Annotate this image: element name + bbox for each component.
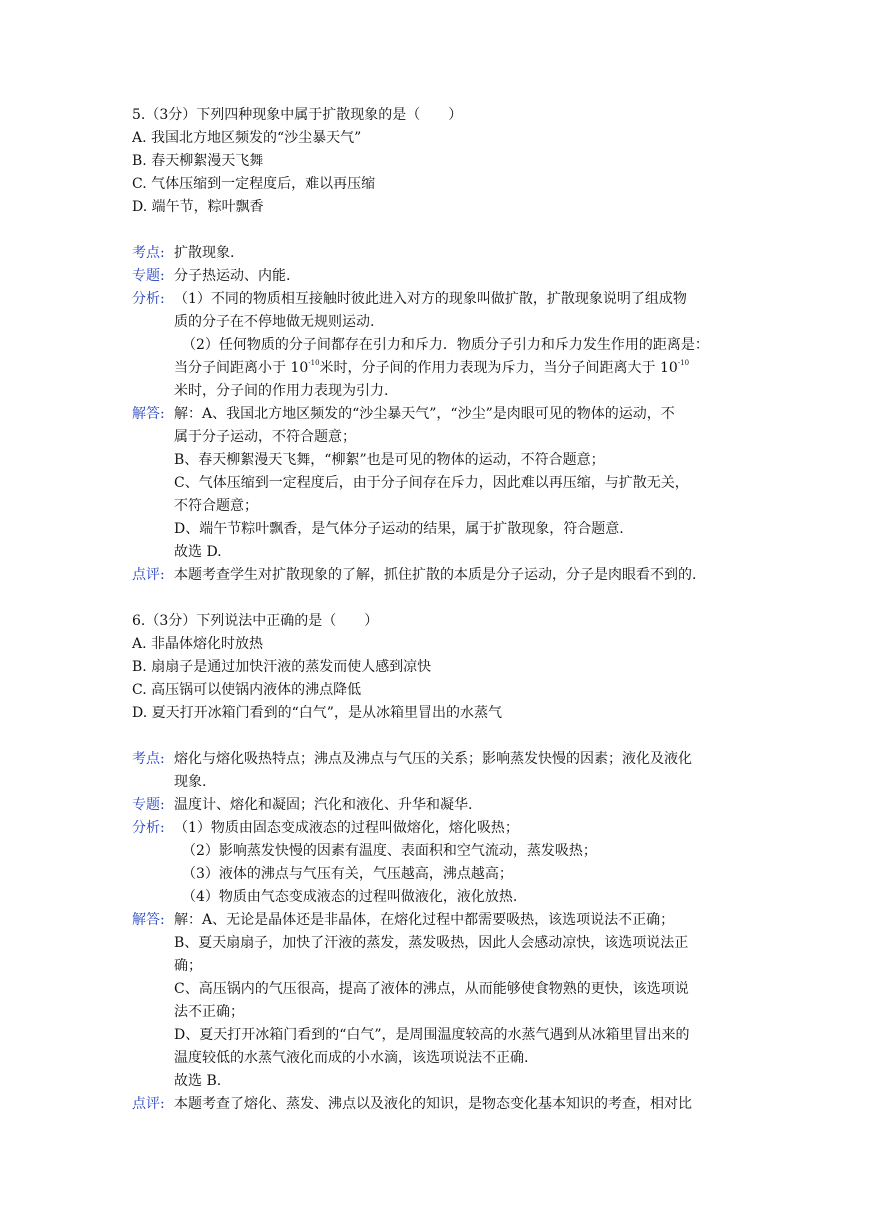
q6-option-d: D. 夏天打开冰箱门看到的“白气”，是从冰箱里冒出的水蒸气 [132,705,502,721]
kaodian-label: 考点: [132,245,165,261]
q5-jieda-line: C、气体压缩到一定程度后，由于分子间存在斥力，因此难以再压缩，与扩散无关， [174,475,689,491]
q6-fenxi-section [132,817,742,909]
q5-kaodian-text: 扩散现象. [174,245,235,261]
q5-option-a: A. 我国北方地区频发的“沙尘暴天气” [132,130,362,146]
q5-fenxi-text: 当分子间距离小于 10 [174,360,309,376]
q6-fenxi-line: （1）物质由固态变成液态的过程叫做熔化，熔化吸热； [174,820,519,836]
q5-jieda-line: 解：A、我国北方地区频发的“沙尘暴天气”，“沙尘”是肉眼可见的物体的运动，不 [174,406,675,422]
q5-fenxi-line: （1）不同的物质相互接触时彼此进入对方的现象叫做扩散，扩散现象说明了组成物 [174,291,687,307]
fenxi-label: 分析: [132,291,165,307]
q6-dianping-text: 本题考查了熔化、蒸发、沸点以及液化的知识，是物态变化基本知识的考查，相对比 [174,1096,692,1112]
q6-jieda-line: 故选 B. [174,1073,222,1089]
q6-jieda-line: C、高压锅内的气压很高，提高了液体的沸点，从而能够使食物熟的更快，该选项说 [174,981,689,997]
q6-jieda-line: D、夏天打开冰箱门看到的“白气”，是周围温度较高的水蒸气遇到从冰箱里冒出来的 [174,1027,690,1043]
q5-dianping-text: 本题考查学生对扩散现象的了解，抓住扩散的本质是分子运动，分子是肉眼看不到的. [174,567,697,583]
q5-option-c: C. 气体压缩到一定程度后，难以再压缩 [132,176,376,192]
q5-fenxi-line: （2）任何物质的分子间都存在引力和斥力．物质分子引力和斥力发生作用的距离是： [182,337,709,353]
kaodian-label: 考点: [132,751,165,767]
fenxi-label: 分析: [132,820,165,836]
q5-jieda-line: B、春天柳絮漫天飞舞，“柳絮”也是可见的物体的运动，不符合题意； [174,452,605,468]
q6-jieda-line: 确； [174,958,202,974]
exponent: -10 [677,359,690,367]
q5-kaodian-section [132,242,742,265]
q6-dianping-section [132,1093,742,1116]
question-6-stem: 6.（3分）下列说法中正确的是（ ） [132,613,379,629]
dianping-label: 点评: [132,567,165,583]
q6-fenxi-line: （4）物质由气态变成液态的过程叫做液化，液化放热. [182,889,518,905]
q6-zhuanti-section [132,794,742,817]
q5-zhuanti-section [132,265,742,288]
q5-option-d: D. 端午节，粽叶飘香 [132,199,264,215]
q5-dianping-section [132,564,742,587]
document-content [132,104,742,1116]
q6-option-c: C. 高压锅可以使锅内液体的沸点降低 [132,682,362,698]
question-5-stem: 5.（3分）下列四种现象中属于扩散现象的是（ ） [132,107,463,123]
q6-zhuanti-text: 温度计、熔化和凝固；汽化和液化、升华和凝华. [174,797,473,813]
q6-jieda-section [132,909,742,1093]
q6-kaodian-line: 熔化与熔化吸热特点；沸点及沸点与气压的关系；影响蒸发快慢的因素；液化及液化 [174,751,692,767]
q6-jieda-line: B、夏天扇扇子，加快了汗液的蒸发，蒸发吸热，因此人会感动凉快，该选项说法正 [174,935,689,951]
q6-kaodian-section [132,748,742,794]
dianping-label: 点评: [132,1096,165,1112]
q5-fenxi-line [174,357,742,380]
q6-kaodian-line: 现象. [174,774,207,790]
jieda-label: 解答: [132,406,165,422]
q5-jieda-line: 不符合题意； [174,498,258,514]
q5-fenxi-text: 米时，分子间的作用力表现为斥力，当分子间距离大于 10 [319,360,678,376]
q6-fenxi-line: （3）液体的沸点与气压有关，气压越高，沸点越高； [182,866,513,882]
q6-fenxi-line: （2）影响蒸发快慢的因素有温度、表面积和空气流动，蒸发吸热； [182,843,597,859]
zhuanti-label: 专题: [132,797,165,813]
q5-fenxi-section [132,288,742,403]
q6-option-a: A. 非晶体熔化时放热 [132,636,264,652]
q6-jieda-line: 温度较低的水蒸气液化而成的小水滴，该选项说法不正确. [174,1050,529,1066]
q6-jieda-line: 解：A、无论是晶体还是非晶体，在熔化过程中都需要吸热，该选项说法不正确； [174,912,675,928]
exponent: -10 [308,359,320,367]
jieda-label: 解答: [132,912,165,928]
q5-zhuanti-text: 分子热运动、内能. [174,268,291,284]
q5-fenxi-line: 质的分子在不停地做无规则运动. [174,314,375,330]
q6-jieda-line: 法不正确； [174,1004,244,1020]
q5-option-b: B. 春天柳絮漫天飞舞 [132,153,264,169]
q5-jieda-line: 故选 D. [174,544,222,560]
q5-jieda-section [132,403,742,564]
q5-fenxi-line: 米时，分子间的作用力表现为引力. [174,383,389,399]
q6-option-b: B. 扇扇子是通过加快汗液的蒸发而使人感到凉快 [132,659,432,675]
zhuanti-label: 专题: [132,268,165,284]
q5-jieda-line: 属于分子运动，不符合题意； [174,429,356,445]
q5-jieda-line: D、端午节粽叶飘香，是气体分子运动的结果，属于扩散现象，符合题意. [174,521,624,537]
